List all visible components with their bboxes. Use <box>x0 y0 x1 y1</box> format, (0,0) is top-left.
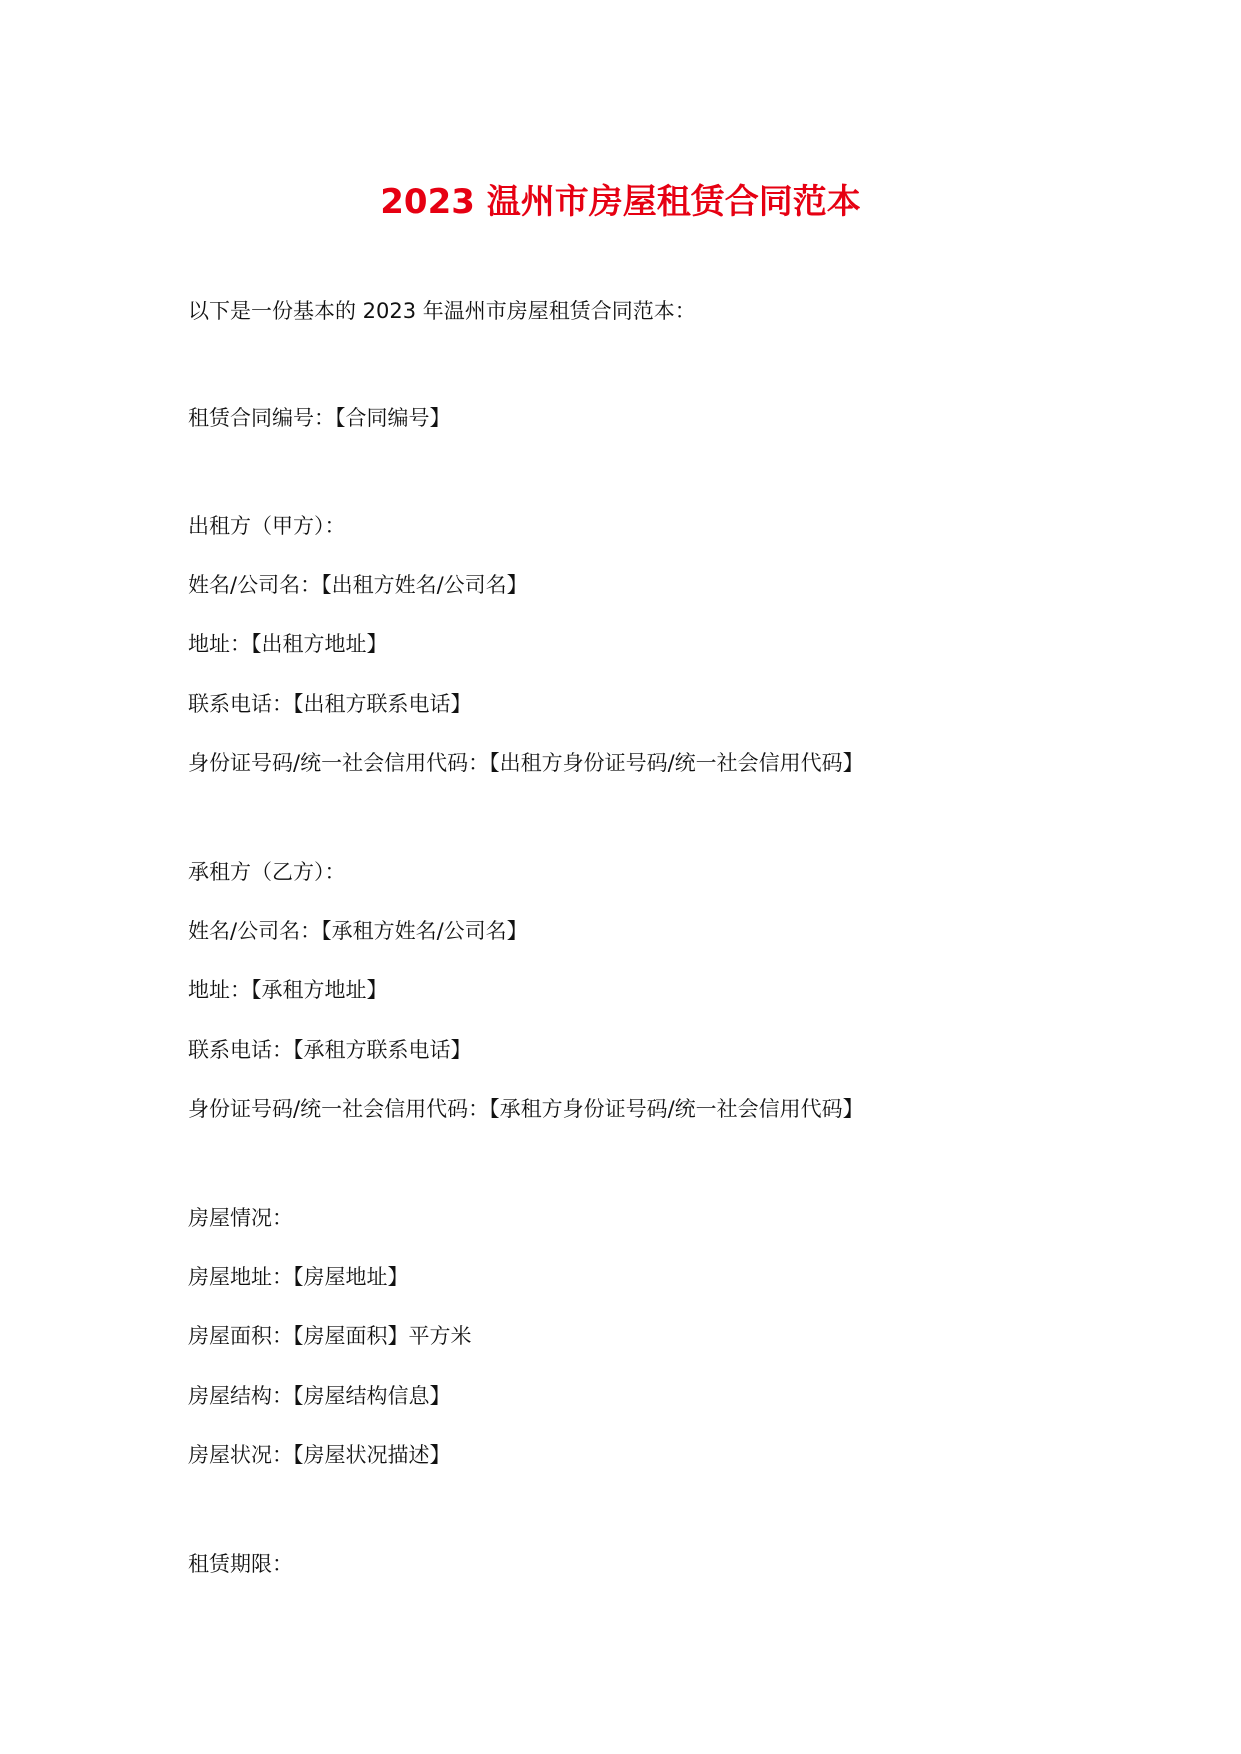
term-heading: 租赁期限： <box>188 1552 293 1576</box>
lessor-heading: 出租方（甲方）： <box>188 514 346 538</box>
house-area: 房屋面积：【房屋面积】平方米 <box>188 1324 472 1348</box>
intro-text: 以下是一份基本的 2023 年温州市房屋租赁合同范本： <box>188 299 696 323</box>
lessee-address: 地址：【承租方地址】 <box>188 978 388 1002</box>
house-heading: 房屋情况： <box>188 1206 293 1230</box>
house-condition: 房屋状况：【房屋状况描述】 <box>188 1443 451 1467</box>
lessor-id: 身份证号码/统一社会信用代码：【出租方身份证号码/统一社会信用代码】 <box>188 751 864 775</box>
page-title: 2023 温州市房屋租赁合同范本 <box>380 182 861 222</box>
lessee-id: 身份证号码/统一社会信用代码：【承租方身份证号码/统一社会信用代码】 <box>188 1097 864 1121</box>
lessee-heading: 承租方（乙方）： <box>188 860 346 884</box>
lessor-address: 地址：【出租方地址】 <box>188 632 388 656</box>
lessor-name: 姓名/公司名：【出租方姓名/公司名】 <box>188 573 528 597</box>
lessee-phone: 联系电话：【承租方联系电话】 <box>188 1038 472 1062</box>
house-address: 房屋地址：【房屋地址】 <box>188 1265 409 1289</box>
contract-number: 租赁合同编号：【合同编号】 <box>188 406 451 430</box>
lessee-name: 姓名/公司名：【承租方姓名/公司名】 <box>188 919 528 943</box>
house-structure: 房屋结构：【房屋结构信息】 <box>188 1384 451 1408</box>
lessor-phone: 联系电话：【出租方联系电话】 <box>188 692 472 716</box>
